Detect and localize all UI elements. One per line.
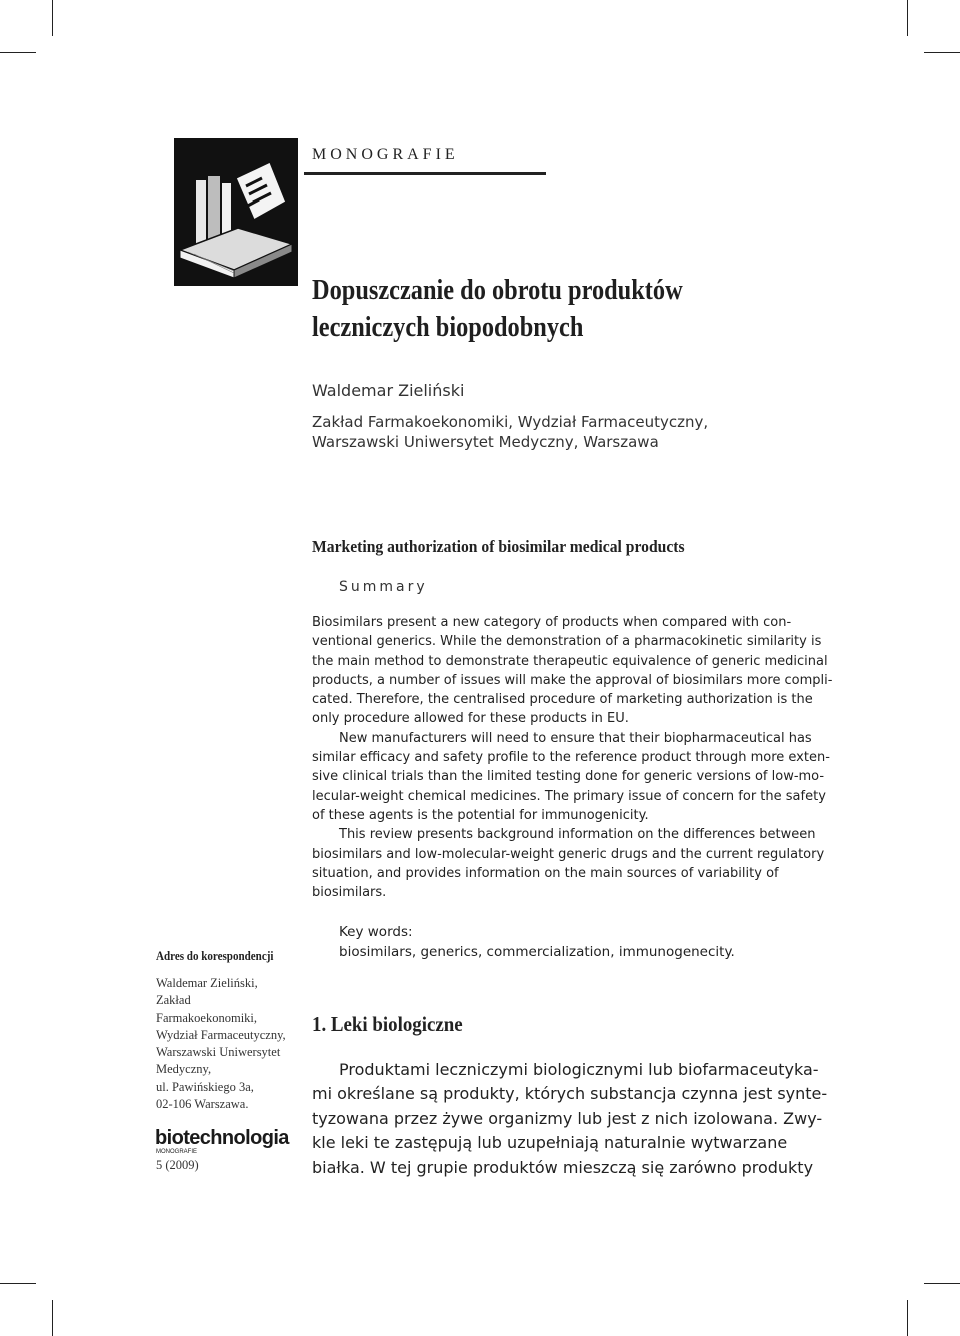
text-line: This review presents background information on the differences between xyxy=(339,827,816,843)
section-heading: 1. Leki biologiczne xyxy=(312,1012,463,1036)
text-line: Biosimilars present a new category of products when compared with con- xyxy=(312,615,792,630)
section-label: MONOGRAFIE xyxy=(312,146,459,163)
text-line: cated. Therefore, the centralised procedure of marketing authorization is the xyxy=(312,692,813,708)
crop-mark xyxy=(0,1283,36,1284)
issue-number: 5 (2009) xyxy=(156,1158,199,1172)
journal-logo-subtitle: MONOGRAFIE xyxy=(156,1149,198,1155)
crop-mark xyxy=(924,52,960,53)
text-line: only procedure allowed for these products in EU. xyxy=(312,711,629,727)
abstract-text xyxy=(312,613,832,902)
book-illustration xyxy=(174,138,298,286)
text-line: biosimilars. xyxy=(312,885,387,901)
text-line: the main method to demonstrate therapeutic equivalence of generic medicinal xyxy=(312,653,828,669)
address-line: 02-106 Warszawa. xyxy=(156,1097,249,1112)
address-line: Warszawski Uniwersytet xyxy=(156,1045,281,1060)
keywords-label: Key words: xyxy=(339,924,413,940)
text-line: lecular-weight chemical medicines. The primary issue of concern for the safety xyxy=(312,788,826,804)
crop-mark xyxy=(907,0,908,36)
address-line: Waldemar Zieliński, xyxy=(156,976,258,990)
text-line: products, a number of issues will make the approval of biosimilars more compli- xyxy=(312,672,833,688)
text-line: situation, and provides information on the main sources of variability of xyxy=(312,865,779,881)
crop-mark xyxy=(52,1300,53,1336)
author-name: Waldemar Zieliński xyxy=(312,381,465,400)
text-line: tyzowana przez żywe organizmy lub jest z nich izolowana. Zwy- xyxy=(312,1108,823,1128)
crop-mark xyxy=(907,1300,908,1336)
address-line: Farmakoekonomiki, xyxy=(156,1010,258,1025)
section-divider xyxy=(304,172,546,175)
keywords-text: biosimilars, generics, commercialization, immunogenecity. xyxy=(339,944,735,960)
text-line: of these agents is the potential for immunogenicity. xyxy=(312,807,649,823)
title-line: Dopuszczanie do obrotu produktów xyxy=(312,274,683,306)
text-line: kle leki te zastępują lub uzupełniają naturalnie wytwarzane xyxy=(312,1133,788,1153)
crop-mark xyxy=(52,0,53,36)
author-affiliation xyxy=(312,412,708,452)
summary-label: Summary xyxy=(339,579,428,595)
text-line: New manufacturers will need to ensure that their biopharmaceutical has xyxy=(339,730,812,746)
text-line: sive clinical trials than the limited testing done for generic versions of low-mo- xyxy=(312,769,825,785)
body-text xyxy=(312,1058,832,1180)
correspondence-heading: Adres do korespondencji xyxy=(156,948,274,963)
address-line: ul. Pawińskiego 3a, xyxy=(156,1079,254,1094)
correspondence-address xyxy=(156,975,286,1113)
address-line: Zakład xyxy=(156,993,191,1008)
address-line: Medyczny, xyxy=(156,1062,212,1077)
affiliation-line: Warszawski Uniwersytet Medyczny, Warszawa xyxy=(312,433,659,451)
title-line: leczniczych biopodobnych xyxy=(312,311,584,343)
text-line: similar efficacy and safety profile to the reference product through more exten- xyxy=(312,750,830,766)
article-title xyxy=(312,272,782,346)
address-line: Wydział Farmaceutyczny, xyxy=(156,1027,286,1042)
crop-mark xyxy=(0,52,36,53)
text-line: mi określane są produkty, których substancja czynna jest synte- xyxy=(312,1084,828,1104)
crop-mark xyxy=(924,1283,960,1284)
english-title: Marketing authorization of biosimilar medical products xyxy=(312,537,685,556)
text-line: ventional generics. While the demonstration of a pharmacokinetic similarity is xyxy=(312,634,822,650)
text-line: białka. W tej grupie produktów mieszczą się zarówno produkty xyxy=(312,1157,814,1177)
affiliation-line: Zakład Farmakoekonomiki, Wydział Farmaceutyczny, xyxy=(312,413,709,431)
text-line: biosimilars and low-molecular-weight generic drugs and the current regulatory xyxy=(312,846,825,862)
journal-logo: biotechnologia xyxy=(155,1127,289,1149)
text-line: Produktami leczniczymi biologicznymi lub biofarmaceutyka- xyxy=(339,1060,819,1079)
